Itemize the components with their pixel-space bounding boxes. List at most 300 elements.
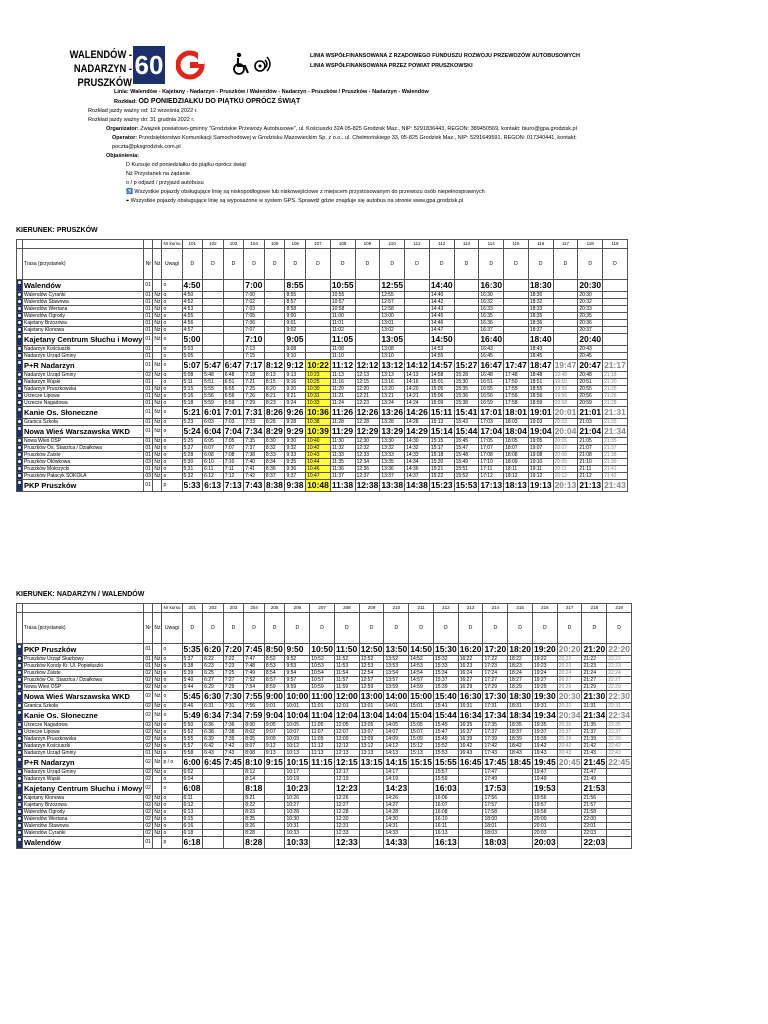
stop-remark: o bbox=[162, 644, 182, 656]
course-number: 103 bbox=[223, 240, 244, 249]
departure-time: 14:33 bbox=[384, 830, 409, 837]
day-code: D bbox=[334, 613, 359, 644]
departure-time: 8:59 bbox=[264, 684, 285, 691]
departure-time: 13:52 bbox=[384, 656, 409, 663]
stop-remark: o bbox=[162, 823, 182, 830]
nr-header: Nr bbox=[144, 249, 153, 280]
departure-time: 10:23 bbox=[286, 783, 309, 793]
departure-time: 9:52 bbox=[285, 656, 310, 663]
departure-time: 13:00 bbox=[380, 313, 405, 320]
departure-time: 18:09 bbox=[504, 459, 529, 466]
departure-time bbox=[223, 809, 244, 816]
stop-marker bbox=[17, 445, 23, 452]
line-value: Walendów - Kajetany - Nadarzyn - Pruszków / Walendów - Nadarzyn - Pruszków / Pruszków - Nadarzyn - Walendów bbox=[130, 89, 429, 95]
stop-nr: 01 bbox=[144, 407, 153, 419]
stop-row bbox=[17, 656, 632, 663]
stop-nz: Nż bbox=[154, 386, 161, 392]
departure-time: 9:13 bbox=[264, 750, 285, 757]
departure-time bbox=[203, 299, 224, 306]
departure-time: 18:39 bbox=[508, 736, 533, 743]
departure-time bbox=[359, 823, 384, 830]
stop-name: Nadarzyn Urząd Gminy bbox=[23, 353, 144, 360]
nr-header: Nr bbox=[144, 613, 153, 644]
stop-name: Walendów Ogrody bbox=[23, 809, 144, 816]
departure-time: 21:25 bbox=[603, 386, 628, 393]
departure-time: 21:58 bbox=[582, 809, 607, 816]
departure-time bbox=[607, 769, 632, 776]
stop-marker bbox=[17, 736, 23, 743]
departure-time: 18:03 bbox=[504, 419, 529, 426]
departure-time: 12:26 bbox=[356, 407, 379, 417]
stop-name: Walendów Stawowa bbox=[23, 823, 144, 830]
departure-time bbox=[603, 320, 628, 327]
stop-remark: o bbox=[162, 452, 182, 459]
stop-row bbox=[17, 729, 632, 736]
departure-time bbox=[223, 299, 244, 306]
departure-time: 15:49 bbox=[433, 736, 458, 743]
stop-marker bbox=[17, 776, 23, 783]
stop-name: Kanie Os. Słoneczne bbox=[23, 407, 144, 419]
departure-time bbox=[553, 280, 578, 292]
stop-nz bbox=[153, 837, 162, 849]
departure-time: 9:05 bbox=[264, 722, 285, 729]
day-code: D bbox=[429, 249, 454, 280]
stop-name: Nadarzyn Kościuszki bbox=[23, 346, 144, 353]
departure-time: 17:07 bbox=[479, 445, 504, 452]
stop-marker bbox=[17, 299, 23, 306]
departure-time: 15:32 bbox=[433, 656, 458, 663]
departure-time: 14:32 bbox=[405, 445, 430, 452]
departure-time: 17:48 bbox=[504, 372, 529, 379]
departure-time: 20:37 bbox=[557, 729, 582, 736]
departure-time: 17:03 bbox=[479, 419, 504, 426]
departure-time: 12:00 bbox=[335, 691, 358, 701]
departure-time: 19:07 bbox=[528, 445, 553, 452]
departure-time: 9:53 bbox=[285, 663, 310, 670]
departure-time: 8:12 bbox=[264, 360, 285, 372]
departure-time: 6:04 bbox=[182, 776, 203, 783]
departure-time: 21:47 bbox=[582, 769, 607, 776]
departure-time: 19:35 bbox=[532, 722, 557, 729]
departure-time: 15:01 bbox=[429, 379, 454, 386]
departure-time: 5:59 bbox=[203, 400, 224, 407]
departure-time: 21:17 bbox=[604, 360, 626, 370]
stop-row bbox=[17, 379, 628, 386]
departure-time: 13:05 bbox=[381, 334, 404, 344]
departure-time: 11:09 bbox=[310, 736, 335, 743]
departure-time bbox=[458, 795, 483, 802]
stop-remark: o bbox=[162, 292, 182, 299]
departure-time: 15:36 bbox=[454, 393, 479, 400]
nz-header: Nż bbox=[153, 249, 162, 280]
departure-time: 21:24 bbox=[582, 670, 607, 677]
departure-time: 17:55 bbox=[504, 386, 529, 393]
departure-time: 11:12 bbox=[331, 360, 354, 370]
departure-time bbox=[508, 830, 533, 837]
stop-remark: o bbox=[162, 438, 182, 445]
departure-time: 5:31 bbox=[182, 466, 203, 473]
departure-time: 15:13 bbox=[409, 750, 434, 757]
stop-nr: 01 bbox=[145, 299, 151, 305]
route-title-line1: WALENDÓW - NADARZYN - bbox=[69, 49, 132, 75]
departure-time: 18:32 bbox=[528, 299, 553, 306]
stop-row bbox=[17, 670, 632, 677]
departure-time: 20:30 bbox=[558, 691, 581, 701]
departure-time: 14:17 bbox=[384, 769, 409, 776]
departure-time: 12:33 bbox=[355, 452, 380, 459]
departure-time: 21:39 bbox=[582, 736, 607, 743]
departure-time: 22:42 bbox=[607, 743, 632, 750]
remarks-header: Uwagi bbox=[162, 613, 182, 644]
stop-marker bbox=[17, 419, 23, 426]
stop-row bbox=[17, 353, 628, 360]
departure-time bbox=[264, 837, 285, 849]
departure-time: 11:29 bbox=[331, 426, 354, 436]
departure-time: 15:23 bbox=[430, 480, 453, 490]
stop-marker bbox=[17, 386, 23, 393]
stop-remark: o bbox=[162, 776, 182, 783]
departure-time: 20:51 bbox=[578, 379, 603, 386]
course-number: 204 bbox=[244, 604, 265, 613]
departure-time: 21:29 bbox=[582, 684, 607, 691]
departure-time: 21:34 bbox=[604, 426, 626, 436]
departure-time: 11:20 bbox=[330, 386, 355, 393]
departure-time: 6:51 bbox=[223, 379, 244, 386]
departure-time: 14:55 bbox=[429, 353, 454, 360]
stop-nr: 02 bbox=[145, 802, 151, 808]
stop-nz: Nż bbox=[154, 459, 161, 465]
departure-time: 21:37 bbox=[582, 729, 607, 736]
departure-time: 5:57 bbox=[182, 743, 203, 750]
stop-nz: Nż bbox=[153, 407, 162, 419]
wheelchair-icon bbox=[230, 52, 252, 76]
departure-time: 14:16 bbox=[405, 379, 430, 386]
departure-time: 15:53 bbox=[433, 750, 458, 757]
departure-time: 10:33 bbox=[286, 837, 309, 847]
departure-time: 20:43 bbox=[578, 346, 603, 353]
departure-time: 8:20 bbox=[264, 386, 285, 393]
departure-time: 18:48 bbox=[528, 372, 553, 379]
legend-nz: Nż Przystanek na żądanie bbox=[126, 171, 190, 177]
departure-time: 8:36 bbox=[264, 466, 285, 473]
stop-nz: Nż bbox=[154, 816, 161, 822]
departure-time: 17:27 bbox=[483, 677, 508, 684]
departure-time: 13:50 bbox=[385, 644, 408, 654]
day-code: D bbox=[479, 249, 504, 280]
stop-nr: 01 bbox=[145, 320, 151, 326]
departure-time: 13:15 bbox=[360, 757, 383, 767]
departure-time: 14:33 bbox=[405, 452, 430, 459]
stop-name: Nadarzyn Kościuszki bbox=[23, 743, 144, 750]
departure-time: 21:07 bbox=[578, 445, 603, 452]
departure-time: 12:30 bbox=[355, 438, 380, 445]
departure-time: 15:40 bbox=[434, 691, 457, 701]
departure-time bbox=[306, 353, 331, 360]
course-number: 106 bbox=[285, 240, 306, 249]
departure-time: 10:31 bbox=[306, 393, 331, 400]
departure-time bbox=[553, 334, 578, 346]
departure-time: 5:11 bbox=[182, 379, 203, 386]
departure-time: 7:20 bbox=[223, 644, 244, 656]
departure-time: 16:32 bbox=[479, 299, 504, 306]
day-code: D bbox=[182, 613, 203, 644]
departure-time: 21:43 bbox=[604, 480, 626, 490]
departure-time: 10:55 bbox=[330, 292, 355, 299]
course-number: 115 bbox=[504, 240, 529, 249]
departure-time: 18:37 bbox=[528, 327, 553, 334]
departure-time bbox=[458, 802, 483, 809]
departure-time: 12:50 bbox=[360, 644, 383, 654]
stop-row bbox=[17, 743, 632, 750]
departure-time: 16:56 bbox=[479, 393, 504, 400]
departure-time: 11:02 bbox=[330, 327, 355, 334]
departure-time: 9:07 bbox=[264, 729, 285, 736]
departure-time: 11:24 bbox=[330, 400, 355, 407]
stop-marker bbox=[17, 823, 23, 830]
stop-row bbox=[17, 419, 628, 426]
stop-nz: Nż bbox=[154, 684, 161, 690]
departure-time: 19:55 bbox=[553, 386, 578, 393]
departure-time: 15:53 bbox=[455, 480, 478, 490]
stop-row bbox=[17, 783, 632, 795]
stop-nz: Nż bbox=[154, 670, 161, 676]
stop-remark: o bbox=[162, 379, 182, 386]
departure-time: 6:38 bbox=[203, 729, 224, 736]
stop-row bbox=[17, 327, 628, 334]
departure-time bbox=[409, 783, 434, 795]
course-number: 201 bbox=[182, 604, 203, 613]
departure-time: 16:30 bbox=[459, 691, 482, 701]
departure-time: 11:57 bbox=[334, 677, 359, 684]
departure-time: 21:22 bbox=[582, 656, 607, 663]
departure-time: 19:50 bbox=[553, 379, 578, 386]
course-number: 119 bbox=[603, 240, 628, 249]
departure-time bbox=[603, 299, 628, 306]
departure-time bbox=[203, 292, 224, 299]
stop-nr: 02 bbox=[145, 809, 151, 815]
departure-time: 14:23 bbox=[385, 783, 408, 793]
departure-time: 16:34 bbox=[459, 710, 482, 720]
departure-time: 5:52 bbox=[182, 729, 203, 736]
departure-time: 16:35 bbox=[479, 313, 504, 320]
departure-time: 11:50 bbox=[335, 644, 358, 654]
departure-time bbox=[508, 795, 533, 802]
departure-time bbox=[458, 809, 483, 816]
departure-time: 21:01 bbox=[579, 407, 602, 417]
departure-time bbox=[203, 353, 224, 360]
departure-time: 7:59 bbox=[244, 710, 265, 722]
stop-marker bbox=[17, 407, 23, 419]
departure-time: 20:13 bbox=[554, 480, 577, 490]
departure-time bbox=[264, 830, 285, 837]
departure-time bbox=[607, 816, 632, 823]
course-number: 214 bbox=[483, 604, 508, 613]
departure-time: 19:49 bbox=[532, 776, 557, 783]
departure-time: 10:54 bbox=[310, 670, 335, 677]
departure-time: 18:55 bbox=[528, 386, 553, 393]
departure-time: 22:27 bbox=[607, 677, 632, 684]
departure-time: 7:31 bbox=[223, 703, 244, 710]
departure-time: 18:20 bbox=[509, 644, 531, 654]
departure-time: 20:01 bbox=[554, 407, 577, 417]
course-number-label: Nr kursu bbox=[162, 240, 182, 249]
departure-time: 6:47 bbox=[223, 360, 244, 372]
departure-time bbox=[264, 327, 285, 334]
stop-nr: 01 bbox=[144, 280, 153, 292]
stop-name: PKP Pruszków bbox=[23, 480, 144, 492]
departure-time: 11:26 bbox=[331, 407, 354, 417]
departure-time: 7:25 bbox=[244, 386, 265, 393]
stop-nz bbox=[153, 783, 162, 795]
course-number: 217 bbox=[557, 604, 582, 613]
departure-time bbox=[359, 830, 384, 837]
stop-nr: 01 bbox=[145, 656, 151, 662]
departure-time: 14:53 bbox=[409, 663, 434, 670]
stop-nr: 02 bbox=[144, 757, 153, 769]
nz-header: Nż bbox=[153, 613, 162, 644]
departure-time: 5:35 bbox=[182, 644, 203, 656]
stop-name: Pruszków Zaiste bbox=[23, 452, 144, 459]
departure-time: 14:37 bbox=[405, 473, 430, 480]
departure-time: 10:53 bbox=[310, 663, 335, 670]
stop-name: Kajetany Centrum Słuchu i Mowy bbox=[24, 335, 143, 344]
stop-row bbox=[17, 722, 632, 729]
departure-time: 9:08 bbox=[285, 346, 306, 353]
day-code: D bbox=[285, 613, 310, 644]
day-code: D bbox=[380, 249, 405, 280]
departure-time: 21:10 bbox=[578, 459, 603, 466]
stop-nz: Nż bbox=[154, 823, 161, 829]
stop-name: Walendów Cyrańki bbox=[23, 292, 144, 299]
stop-name: Nadarzyn Urząd Gminy bbox=[23, 769, 144, 776]
departure-time: 15:45 bbox=[433, 722, 458, 729]
stop-marker bbox=[17, 809, 23, 816]
departure-time: 9:26 bbox=[285, 407, 306, 419]
departure-time: 21:12 bbox=[578, 473, 603, 480]
departure-time: 8:14 bbox=[244, 776, 265, 783]
departure-time: 18:56 bbox=[528, 393, 553, 400]
departure-time: 7:02 bbox=[244, 299, 265, 306]
stop-name: Urzecze Nagadowa bbox=[23, 400, 144, 407]
departure-time bbox=[458, 823, 483, 830]
departure-time: 10:36 bbox=[307, 407, 329, 417]
stop-nr: 01 bbox=[145, 379, 151, 385]
departure-time: 6:11 bbox=[182, 795, 203, 802]
departure-time: 6:45 bbox=[203, 757, 224, 769]
departure-time: 10:19 bbox=[285, 776, 310, 783]
departure-time: 20:03 bbox=[533, 837, 556, 847]
departure-time bbox=[409, 830, 434, 837]
departure-time: 19:43 bbox=[532, 750, 557, 757]
departure-time: 12:29 bbox=[356, 426, 379, 436]
stop-row bbox=[17, 837, 632, 849]
departure-time: 18:23 bbox=[508, 663, 533, 670]
departure-time: 12:57 bbox=[380, 299, 405, 306]
departure-time: 8:18 bbox=[244, 783, 265, 795]
departure-time bbox=[264, 783, 285, 795]
departure-time: 8:37 bbox=[264, 473, 285, 480]
departure-time: 5:23 bbox=[182, 419, 203, 426]
departure-time: 5:47 bbox=[203, 360, 224, 372]
departure-time: 20:29 bbox=[557, 684, 582, 691]
departure-time: 10:38 bbox=[306, 419, 331, 426]
departure-time: 6:08 bbox=[182, 783, 203, 795]
departure-time: 10:30 bbox=[306, 386, 331, 393]
departure-time: 13:13 bbox=[359, 750, 384, 757]
departure-time bbox=[310, 802, 335, 809]
departure-time: 19:47 bbox=[532, 769, 557, 776]
organizer-row bbox=[106, 125, 588, 134]
departure-time: 15:52 bbox=[454, 473, 479, 480]
departure-time bbox=[603, 313, 628, 320]
departure-time: 15:57 bbox=[433, 769, 458, 776]
stop-remark: o bbox=[162, 306, 182, 313]
stop-row bbox=[17, 480, 628, 492]
departure-time: 20:07 bbox=[553, 445, 578, 452]
stop-name: Walendów bbox=[23, 837, 144, 849]
departure-time bbox=[355, 280, 380, 292]
departure-time bbox=[355, 306, 380, 313]
departure-time: 17:49 bbox=[483, 776, 508, 783]
departure-time bbox=[553, 353, 578, 360]
stop-nr: 01 bbox=[144, 480, 153, 492]
stop-remark: o bbox=[162, 327, 182, 334]
legend-gps bbox=[126, 197, 588, 206]
departure-time: 12:13 bbox=[355, 372, 380, 379]
departure-time bbox=[603, 327, 628, 334]
departure-time: 10:47 bbox=[306, 473, 331, 480]
departure-time: 5:03 bbox=[182, 346, 203, 353]
departure-time: 5:51 bbox=[203, 379, 224, 386]
day-code: D bbox=[557, 613, 582, 644]
departure-time bbox=[355, 334, 380, 346]
departure-time: 14:15 bbox=[385, 757, 408, 767]
departure-time: 20:35 bbox=[578, 313, 603, 320]
departure-time: 17:30 bbox=[484, 691, 507, 701]
stop-name: Urzecze Lipowa bbox=[23, 393, 144, 400]
departure-time bbox=[203, 320, 224, 327]
departure-time bbox=[607, 776, 632, 783]
departure-time: 5:16 bbox=[182, 393, 203, 400]
departure-time bbox=[203, 802, 224, 809]
departure-time: 8:08 bbox=[244, 750, 265, 757]
departure-time: 19:04 bbox=[529, 426, 552, 436]
departure-time: 8:21 bbox=[244, 795, 265, 802]
departure-time: 9:13 bbox=[285, 372, 306, 379]
stop-name: Walendów Wertana bbox=[23, 306, 144, 313]
departure-time: 6:15 bbox=[182, 816, 203, 823]
departure-time: 20:45 bbox=[558, 757, 581, 767]
stop-marker bbox=[17, 459, 23, 466]
stop-marker bbox=[17, 644, 23, 656]
departure-time: 15:51 bbox=[454, 466, 479, 473]
departure-time: 13:00 bbox=[360, 691, 383, 701]
departure-time: 15:47 bbox=[454, 445, 479, 452]
stop-marker bbox=[17, 313, 23, 320]
stop-name: P+R Nadarzyn bbox=[23, 757, 144, 769]
departure-time bbox=[553, 313, 578, 320]
stop-nz: Nż bbox=[154, 473, 161, 479]
stop-remark: o bbox=[162, 473, 182, 480]
departure-time bbox=[504, 327, 529, 334]
course-number: 107 bbox=[306, 240, 331, 249]
course-number: 210 bbox=[384, 604, 409, 613]
departure-time: 6:42 bbox=[203, 743, 224, 750]
departure-time: 12:33 bbox=[334, 830, 359, 837]
stop-name: Pruszków Mokrzycki bbox=[23, 466, 144, 473]
departure-time: 7:18 bbox=[244, 372, 265, 379]
departure-time: 5:39 bbox=[182, 670, 203, 677]
